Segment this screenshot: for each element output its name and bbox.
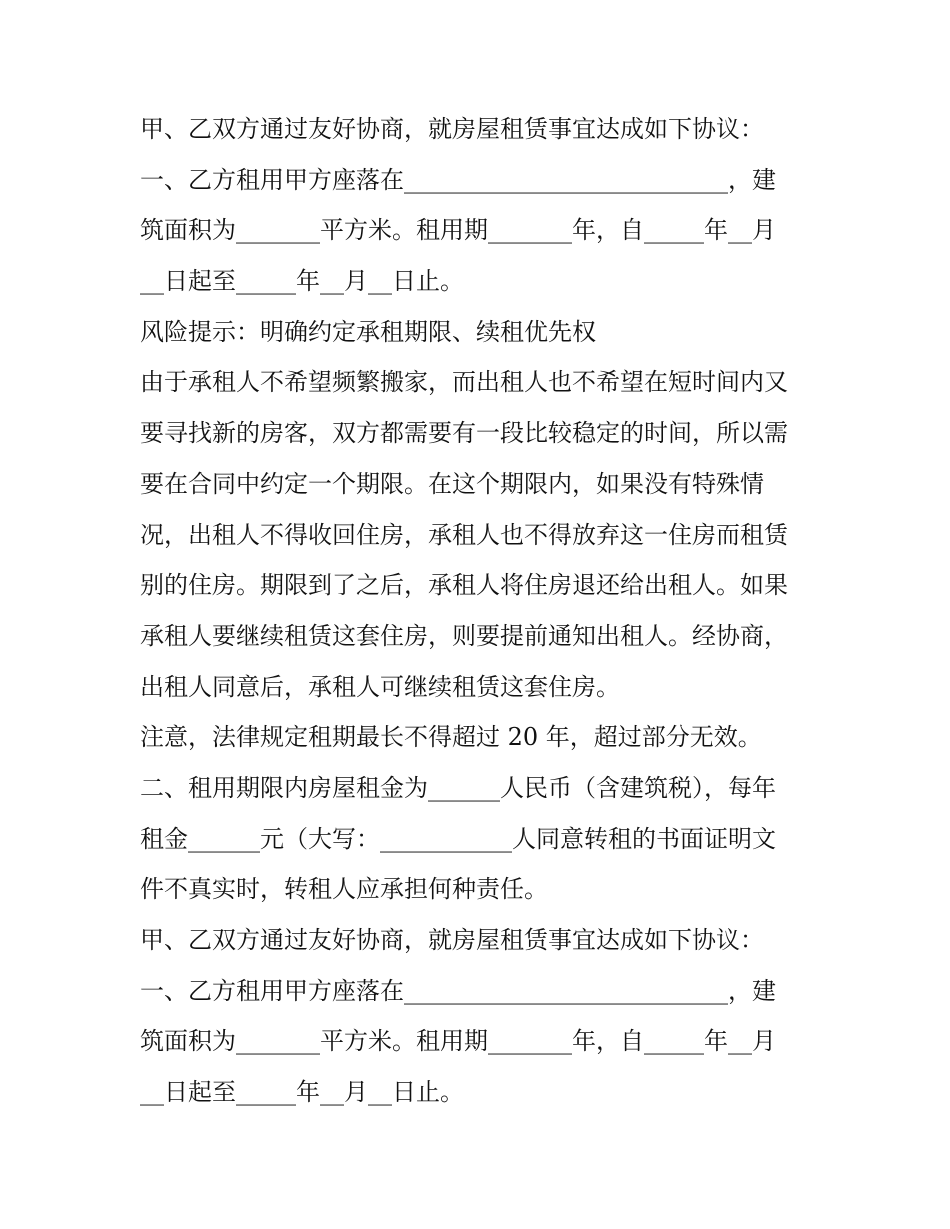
paragraph-line: 别的住房。期限到了之后，承租人将住房退还给出租人。如果 [140,571,788,600]
risk-tip-heading: 风险提示：明确约定承租期限、续租优先权 [140,317,596,346]
paragraph-line: 承租人要继续租赁这套住房，则要提前通知出租人。经协商， [140,621,788,650]
document-body [140,104,820,1118]
paragraph-line: 一、乙方租用甲方座落在___________________________，建 [140,165,776,194]
paragraph-line: 筑面积为_______平方米。租用期_______年，自_____年__月 [140,1027,776,1056]
paragraph-line: 甲、乙双方通过友好协商，就房屋租赁事宜达成如下协议： [140,115,764,143]
paragraph-line: 出租人同意后，承租人可继续租赁这套住房。 [140,672,620,701]
paragraph-line: 甲、乙双方通过友好协商，就房屋租赁事宜达成如下协议： [140,926,764,954]
paragraph-line: __日起至_____年__月__日止。 [140,1078,464,1107]
paragraph-line: 由于承租人不希望频繁搬家，而出租人也不希望在短时间内又 [140,368,788,397]
notice-line: 注意，法律规定租期最长不得超过 20 年，超过部分无效。 [140,723,762,752]
paragraph-line: 件不真实时，转租人应承担何种责任。 [140,875,548,904]
paragraph-line: 况，出租人不得收回住房，承租人也不得放弃这一住房而租赁 [140,520,788,549]
paragraph-line: 一、乙方租用甲方座落在___________________________，建 [140,976,776,1005]
paragraph-line: 二、租用期限内房屋租金为______人民币（含建筑税），每年 [140,773,776,802]
paragraph-line: 租金______元（大写：___________人同意转租的书面证明文 [140,824,776,853]
paragraph-line: 筑面积为_______平方米。租用期_______年，自_____年__月 [140,216,776,245]
paragraph-line: 要在合同中约定一个期限。在这个期限内，如果没有特殊情 [140,469,764,498]
paragraph-line: 要寻找新的房客，双方都需要有一段比较稳定的时间，所以需 [140,419,788,448]
paragraph-line: __日起至_____年__月__日止。 [140,267,464,296]
